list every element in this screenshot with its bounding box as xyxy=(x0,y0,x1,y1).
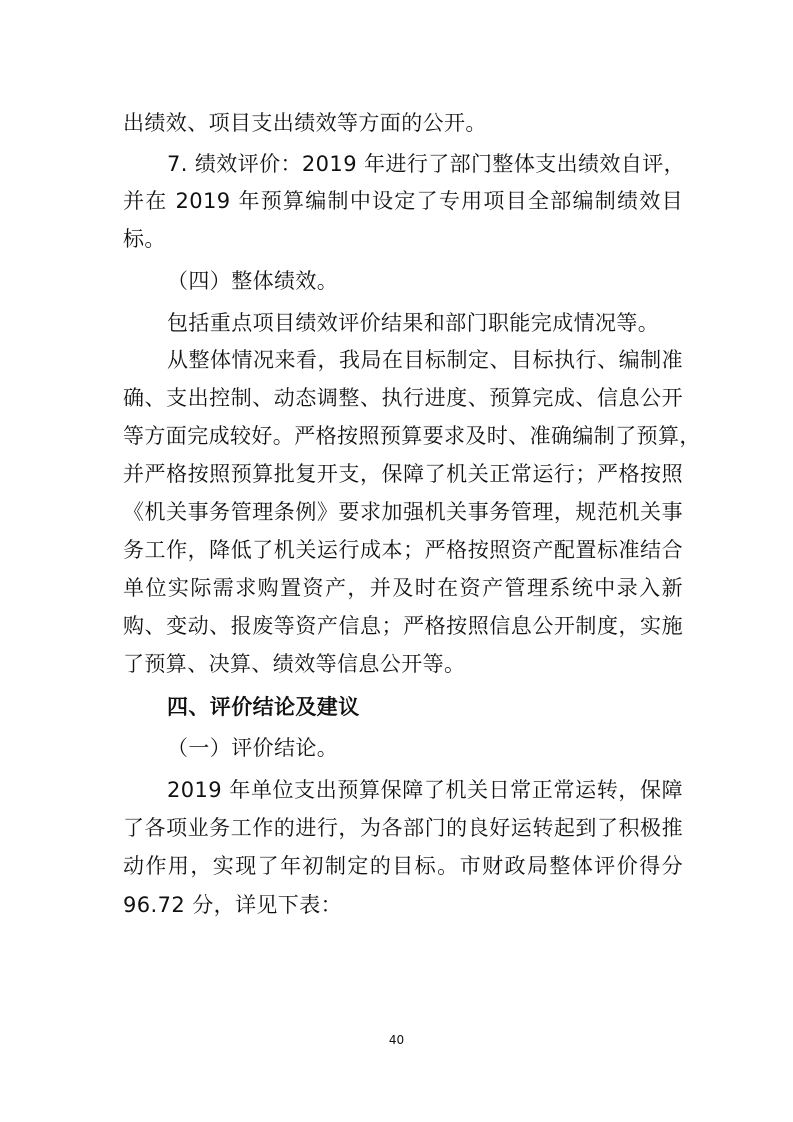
paragraph-line: 确、支出控制、动态调整、执行进度、预算完成、信息公开 xyxy=(123,386,683,410)
paragraph-line: 2019 年单位支出预算保障了机关日常正常运转，保障 xyxy=(167,778,683,802)
paragraph-line: 7. 绩效评价：2019 年进行了部门整体支出绩效自评， xyxy=(167,152,686,176)
paragraph-line: 96.72 分，详见下表： xyxy=(123,893,342,917)
page-number: 40 xyxy=(388,1033,405,1047)
section-heading: （四）整体绩效。 xyxy=(167,269,339,293)
paragraph-line: 并在 2019 年预算编制中设定了专用项目全部编制绩效目 xyxy=(123,189,683,213)
paragraph-line: 了各项业务工作的进行，为各部门的良好运转起到了积极推 xyxy=(123,816,683,840)
paragraph-line: 出绩效、项目支出绩效等方面的公开。 xyxy=(123,111,487,135)
paragraph-line: 动作用，实现了年初制定的目标。市财政局整体评价得分 xyxy=(123,854,683,878)
paragraph-line: 了预算、决算、绩效等信息公开等。 xyxy=(123,652,466,676)
paragraph-line: 标。 xyxy=(123,227,166,251)
paragraph-line: 等方面完成较好。严格按照预算要求及时、准确编制了预算， xyxy=(123,424,701,448)
chapter-heading: 四、评价结论及建议 xyxy=(167,695,360,719)
paragraph-line: 从整体情况来看，我局在目标制定、目标执行、编制准 xyxy=(167,348,683,372)
paragraph-line: 包括重点项目绩效评价结果和部门职能完成情况等。 xyxy=(167,311,660,335)
paragraph-line: 《机关事务管理条例》要求加强机关事务管理，规范机关事 xyxy=(123,500,683,524)
paragraph-line: 单位实际需求购置资产，并及时在资产管理系统中录入新 xyxy=(123,576,683,600)
paragraph-line: 并严格按照预算批复开支，保障了机关正常运行；严格按照 xyxy=(123,462,683,486)
paragraph-line: 务工作，降低了机关运行成本；严格按照资产配置标准结合 xyxy=(123,538,683,562)
paragraph-line: 购、变动、报废等资产信息；严格按照信息公开制度，实施 xyxy=(123,614,683,638)
section-heading: （一）评价结论。 xyxy=(167,736,339,760)
